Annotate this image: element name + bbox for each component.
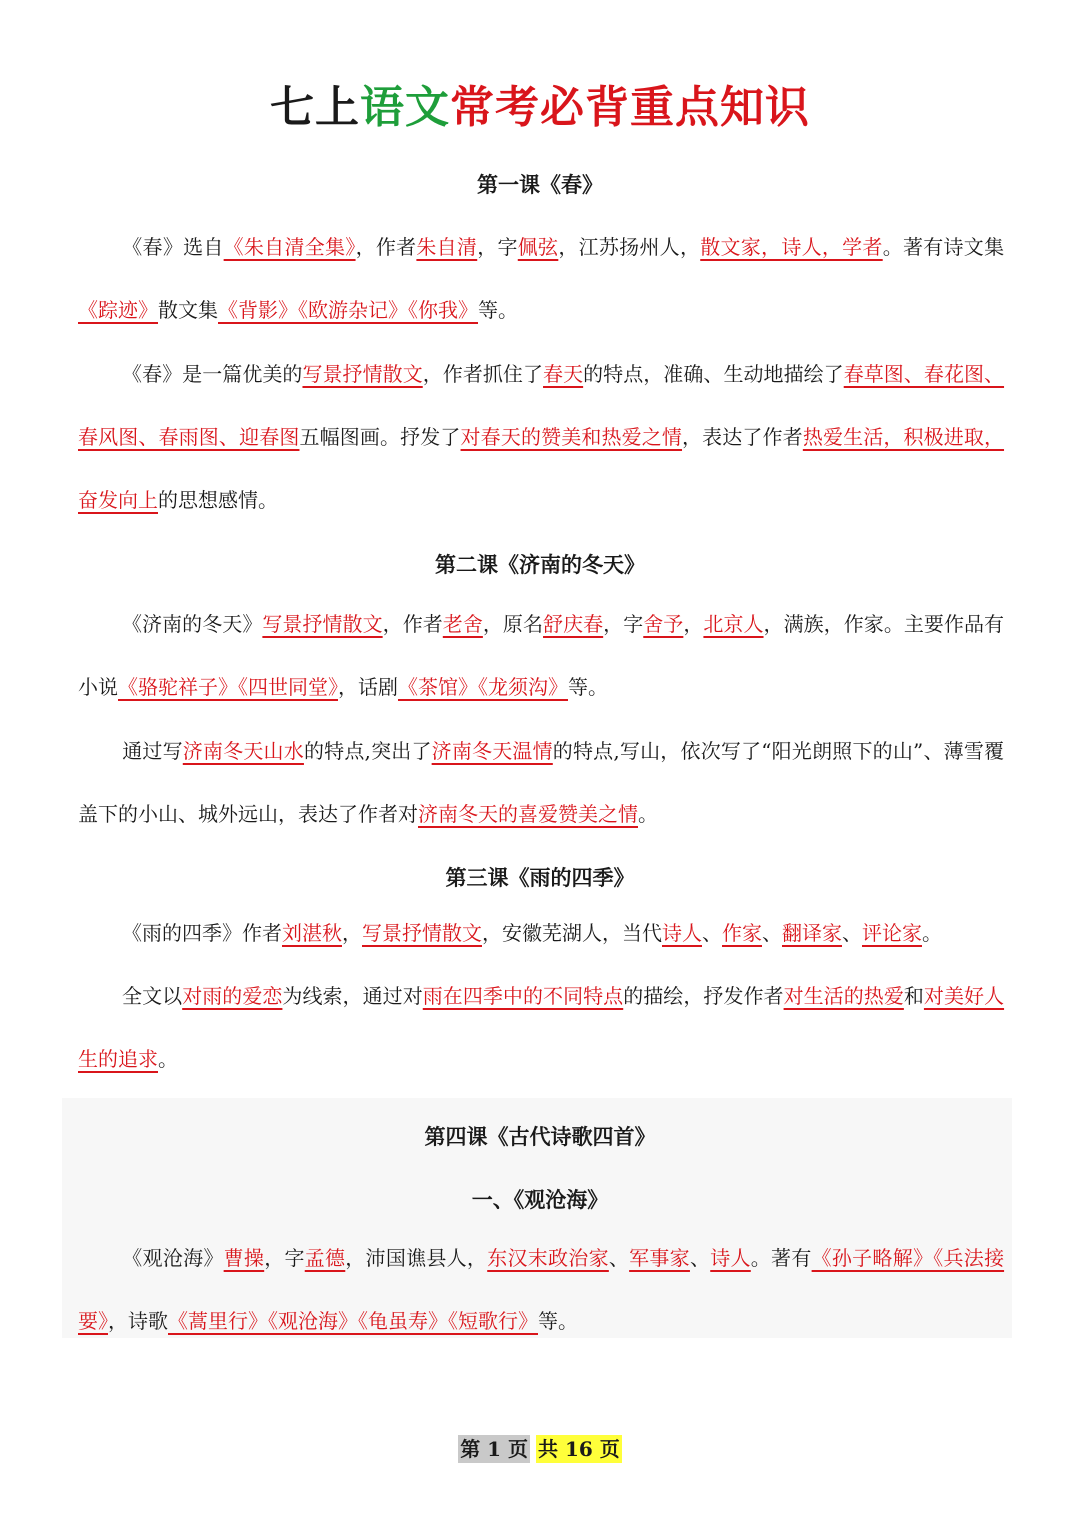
- page-footer: [0, 1434, 1080, 1464]
- text-run: ，作者: [355, 235, 417, 259]
- key-phrase: 济南冬天的喜爱赞美之情: [418, 802, 638, 826]
- text-run: 、: [689, 1246, 711, 1270]
- text-run: 通过写: [122, 739, 183, 763]
- key-phrase: 佩弦: [517, 235, 559, 259]
- text-run: ，诗歌: [108, 1309, 168, 1333]
- text-run: ，字: [264, 1246, 305, 1270]
- key-phrase: 老舍: [442, 612, 483, 636]
- lesson-3-paragraph-2: [78, 965, 1004, 1091]
- text-run: ，作者: [382, 612, 443, 636]
- key-phrase: 《孙子略解》《兵法接要》: [78, 1246, 1005, 1333]
- text-run: ，安徽芜湖人，当代: [482, 921, 662, 945]
- key-phrase: 春天: [543, 362, 584, 386]
- text-run: 《观沧海》: [122, 1246, 224, 1270]
- key-phrase: 济南冬天山水: [182, 739, 304, 763]
- key-phrase: 诗人: [710, 1246, 751, 1270]
- text-run: 。: [922, 921, 942, 945]
- key-phrase: 舍予: [643, 612, 684, 636]
- key-phrase: 舒庆春: [543, 612, 604, 636]
- key-phrase: 《背影》《欧游杂记》《你我》: [218, 298, 478, 322]
- key-phrase: 评论家: [862, 921, 922, 945]
- lesson-2-paragraph-2: [78, 720, 1004, 846]
- text-run: 。著有: [750, 1246, 812, 1270]
- text-run: 。: [158, 1047, 178, 1071]
- key-phrase: 刘湛秋: [282, 921, 342, 945]
- text-run: 的特点,突出了: [303, 739, 432, 763]
- key-phrase: 《踪迹》: [78, 298, 158, 322]
- text-run: ，字: [603, 612, 644, 636]
- text-run: 、: [842, 921, 862, 945]
- text-run: 为线索，通过对: [282, 984, 423, 1008]
- text-run: 五幅图画。抒发了: [299, 425, 461, 449]
- text-run: 、: [608, 1246, 630, 1270]
- text-run: ，满族，作家。主要作品有小说: [78, 612, 1005, 699]
- text-run: ，: [342, 921, 362, 945]
- lesson-2-heading: 第二课《济南的冬天》: [435, 552, 645, 577]
- key-phrase: 翻译家: [782, 921, 842, 945]
- text-run: 等。: [538, 1309, 578, 1333]
- page-number: 第 1 页: [460, 1437, 529, 1461]
- key-phrase: 散文家，诗人，学者: [700, 235, 883, 259]
- text-run: 等。: [478, 298, 518, 322]
- text-run: 《春》选自: [122, 235, 224, 259]
- text-run: 全文以: [122, 984, 183, 1008]
- lesson-4-paragraph-1: [78, 1227, 1004, 1353]
- key-phrase: 曹操: [223, 1246, 265, 1270]
- text-run: ，江苏扬州人，: [558, 235, 701, 259]
- text-run: ，作者抓住了: [422, 362, 544, 386]
- page-total: 共 16 页: [538, 1437, 620, 1461]
- lesson-3-heading: 第三课《雨的四季》: [445, 865, 635, 890]
- text-run: ，话剧: [338, 675, 398, 699]
- key-phrase: 《蒿里行》《观沧海》《龟虽寿》《短歌行》: [168, 1309, 538, 1333]
- title-part-3: 常考必背重点知识: [450, 82, 810, 133]
- text-run: 等。: [568, 675, 608, 699]
- key-phrase: 对春天的赞美和热爱之情: [460, 425, 683, 449]
- key-phrase: 对美好人生的追求: [78, 984, 1005, 1071]
- lesson-1-heading: 第一课《春》: [477, 172, 603, 197]
- text-run: 《济南的冬天》: [122, 612, 263, 636]
- key-phrase: 作家: [722, 921, 762, 945]
- key-phrase: 对雨的爱恋: [182, 984, 283, 1008]
- text-run: 和: [903, 984, 924, 1008]
- text-run: 《春》是一篇优美的: [122, 362, 303, 386]
- lesson-1-paragraph-1: [78, 216, 1004, 342]
- key-phrase: 《朱自清全集》: [223, 235, 356, 259]
- title-part-2: 语文: [360, 82, 450, 133]
- lesson-4-heading: 第四课《古代诗歌四首》: [424, 1124, 656, 1149]
- key-phrase: 对生活的热爱: [783, 984, 904, 1008]
- lesson-1-paragraph-2: [78, 343, 1004, 532]
- text-run: ，: [683, 612, 704, 636]
- key-phrase: 济南冬天温情: [431, 739, 553, 763]
- text-run: 、: [702, 921, 722, 945]
- key-phrase: 写景抒情散文: [362, 921, 482, 945]
- text-run: 。: [638, 802, 658, 826]
- key-phrase: 东汉末政治家: [487, 1246, 609, 1270]
- text-run: ，表达了作者: [682, 425, 803, 449]
- key-phrase: 热爱生活，积极进取，奋发向上: [78, 425, 1005, 512]
- title-part-1: 七上: [270, 82, 360, 133]
- text-run: 《雨的四季》作者: [122, 921, 282, 945]
- key-phrase: 诗人: [662, 921, 702, 945]
- text-run: 的思想感情。: [158, 488, 278, 512]
- key-phrase: 朱自清: [416, 235, 478, 259]
- lesson-4-subheading: 一、《观沧海》: [471, 1187, 609, 1212]
- text-run: 的描绘，抒发作者: [623, 984, 784, 1008]
- key-phrase: 军事家: [629, 1246, 690, 1270]
- key-phrase: 孟德: [304, 1246, 346, 1270]
- text-run: 。著有诗文集: [882, 235, 1005, 259]
- text-run: 散文集: [158, 298, 218, 322]
- lesson-2-paragraph-1: [78, 593, 1004, 719]
- key-phrase: 写景抒情散文: [302, 362, 423, 386]
- text-run: 的特点，准确、生动地描绘了: [583, 362, 844, 386]
- text-run: 、: [762, 921, 782, 945]
- key-phrase: 写景抒情散文: [262, 612, 383, 636]
- page-title: [0, 78, 1080, 138]
- key-phrase: 《骆驼祥子》《四世同堂》: [118, 675, 338, 699]
- key-phrase: 春草图、春花图、春风图、春雨图、迎春图: [78, 362, 1005, 449]
- text-run: 的特点,写山，依次写了“阳光朗照下的山”、薄雪覆盖下的小山、城外远山，表达了作者对: [78, 739, 1005, 826]
- text-run: ，字: [477, 235, 518, 259]
- key-phrase: 北京人: [703, 612, 764, 636]
- key-phrase: 雨在四季中的不同特点: [422, 984, 624, 1008]
- text-run: ，沛国谯县人，: [345, 1246, 488, 1270]
- text-run: ，原名: [482, 612, 544, 636]
- key-phrase: 《茶馆》《龙须沟》: [398, 675, 568, 699]
- lesson-3-paragraph-1: [78, 902, 1004, 965]
